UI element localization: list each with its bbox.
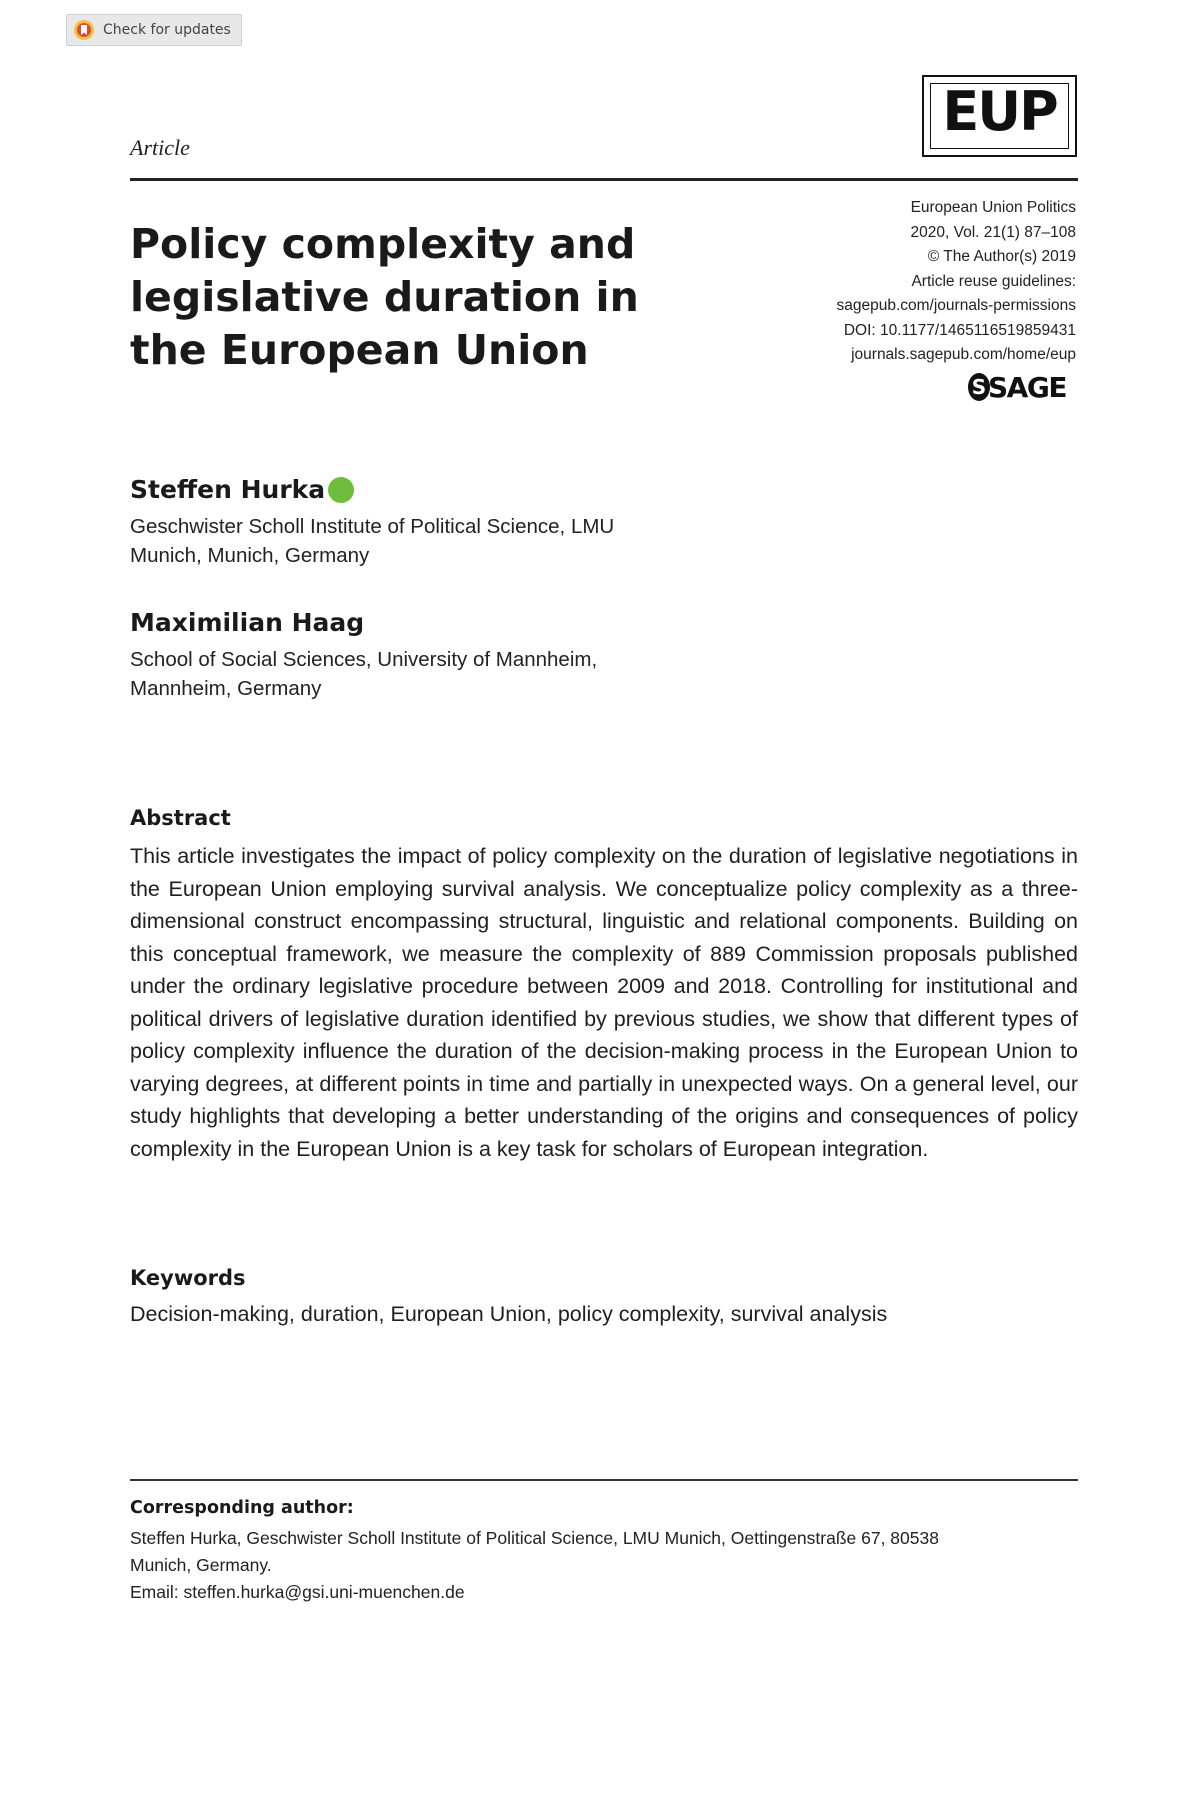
- corresponding-address-line: Steffen Hurka, Geschwister Scholl Institute of Political Science, LMU Munich, Oettingenstraße 67, 80538: [130, 1528, 939, 1548]
- journal-volume: 2020, Vol. 21(1) 87–108: [910, 223, 1076, 241]
- eup-logo: [922, 75, 1077, 157]
- check-updates-icon: [73, 19, 95, 41]
- journal-home-link[interactable]: journals.sagepub.com/home/eup: [851, 346, 1076, 363]
- check-updates-label: Check for updates: [103, 22, 231, 38]
- copyright: © The Author(s) 2019: [927, 248, 1076, 265]
- affiliation-line: Geschwister Scholl Institute of Political Science, LMU: [130, 515, 615, 538]
- check-for-updates-button[interactable]: [66, 14, 242, 46]
- author-name: [130, 475, 354, 504]
- author-name-text: Steffen Hurka: [130, 475, 326, 504]
- paper-title: [130, 218, 690, 377]
- orcid-icon[interactable]: [328, 477, 354, 503]
- article-type-label: Article: [130, 135, 190, 160]
- author-name: Maximilian Haag: [130, 608, 365, 637]
- sage-logo-word: SAGE: [988, 370, 1066, 404]
- corresponding-author-details: [130, 1525, 1078, 1606]
- keywords-heading: Keywords: [130, 1266, 246, 1290]
- title-line: Policy complexity and: [130, 220, 636, 268]
- header-divider: [130, 178, 1078, 181]
- author-affiliation: [130, 512, 690, 570]
- footer-divider: [130, 1479, 1078, 1481]
- abstract-text: This article investigates the impact of policy complexity on the duration of legislative negotiations in the European Union employing survival analysis. We conceptualize policy complexity as a three-dimensional construct encompassing structural, linguistic and relational components. Building on this conceptual framework, we measure the complexity of 889 Commission proposals published under the ordinary legislative procedure between 2009 and 2018. Controlling for institutional and political drivers of legislative duration identified by previous studies, we show that different types of policy complexity influence the duration of the decision-making process in the European Union to varying degrees, at different points in time and partially in unexpected ways. On a general level, our study highlights that developing a better understanding of the origins and consequences of policy complexity in the European Union is a key task for scholars of European integration.: [130, 844, 1078, 1161]
- journal-name: European Union Politics: [910, 199, 1076, 216]
- permissions-link[interactable]: sagepub.com/journals-permissions: [836, 297, 1076, 314]
- corresponding-address-line: Munich, Germany.: [130, 1555, 272, 1575]
- abstract-heading: Abstract: [130, 806, 231, 830]
- sage-logo: [968, 370, 1066, 404]
- corresponding-email[interactable]: Email: steffen.hurka@gsi.uni-muenchen.de: [130, 1582, 465, 1602]
- keywords-text: Decision-making, duration, European Union, policy complexity, survival analysis: [130, 1302, 888, 1326]
- corresponding-author-heading: Corresponding author:: [130, 1498, 354, 1518]
- affiliation-line: Mannheim, Germany: [130, 677, 322, 700]
- author-affiliation: [130, 645, 690, 703]
- eup-logo-text: EUP: [942, 80, 1057, 143]
- affiliation-line: School of Social Sciences, University of Mannheim,: [130, 648, 598, 671]
- doi[interactable]: DOI: 10.1177/1465116519859431: [843, 321, 1076, 339]
- affiliation-line: Munich, Munich, Germany: [130, 544, 370, 567]
- reuse-guidelines-label: Article reuse guidelines:: [911, 272, 1076, 290]
- sage-logo-symbol: S: [968, 373, 990, 401]
- title-line: legislative duration in: [130, 273, 639, 321]
- journal-info: [836, 196, 1076, 368]
- title-line: the European Union: [130, 326, 589, 374]
